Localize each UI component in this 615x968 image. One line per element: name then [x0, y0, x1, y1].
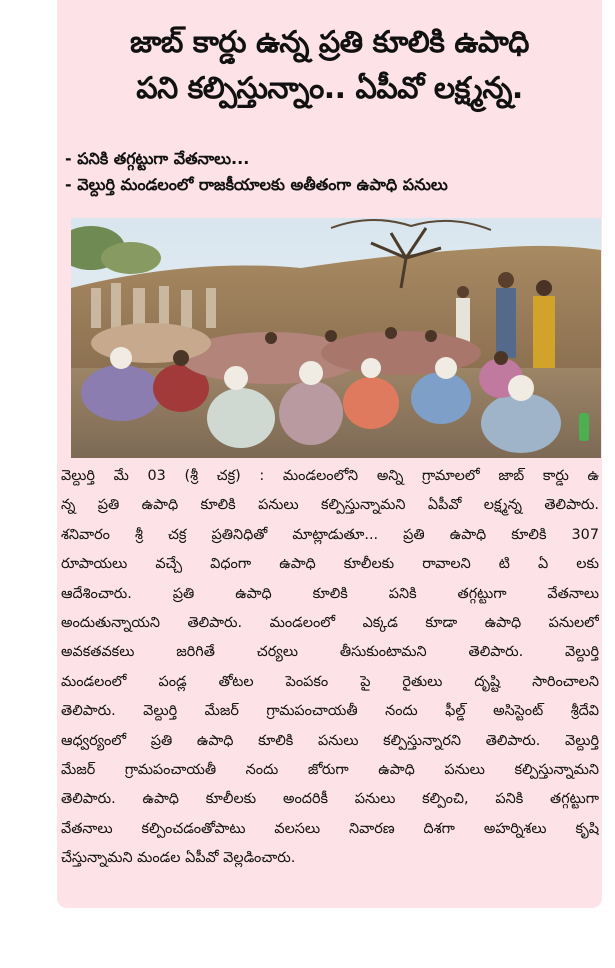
article-line: మేజర్ గ్రామపంచాయతీ నందు జోరుగా ఉపాధి పనులు కల్పిస్తున్నామని — [61, 762, 599, 779]
subheadline-1: - పనికి తగ్గట్టుగా వేతనాలు... — [65, 149, 250, 168]
article-line: ఆదేశించారు. ప్రతి ఉపాధి కూలికి పనికి తగ్గట్టుగా వేతనాలు — [61, 585, 599, 602]
article-line: తెలిపారు. వెల్దుర్తి మేజర్ గ్రామపంచాయతీ నందు ఫీల్డ్ అసిస్టెంట్ శ్రీదేవి — [61, 703, 599, 720]
cropped-top-strip — [57, 0, 602, 10]
headline-line-2: పని కల్పిస్తున్నాం.. ఏపీవో లక్ష్మన్న. — [136, 71, 523, 106]
article-line: న్న ప్రతి ఉపాధి కూలికి పనులు కల్పిస్తున్నామని ఏపీవో లక్ష్మన్న తెలిపారు. — [61, 497, 599, 514]
newspaper-clipping — [57, 0, 602, 908]
article-line: ఆధ్వర్యంలో ప్రతి ఉపాధి కూలికి పనులు కల్పిస్తున్నారని తెలిపారు. వెల్దుర్తి — [61, 732, 599, 749]
article-line: వేతనాలు కల్పించడంతోపాటు వలసలు నివారణ దిశగా అహర్నిశలు కృషి — [61, 820, 599, 837]
headline-line-1: జాబ్ కార్డు ఉన్న ప్రతి కూలికి ఉపాధి — [130, 25, 529, 60]
article-body — [61, 462, 599, 874]
news-photo — [71, 218, 601, 458]
article-line: శనివారం శ్రీ చక్ర ప్రతినిధితో మాట్లాడుతూ... ప్రతి ఉపాధి కూలికి 307 — [61, 526, 599, 543]
subheadline-2: - వెల్దుర్తి మండలంలో రాజకీయాలకు అతీతంగా ఉపాధి పనులు — [65, 175, 448, 194]
article-line: వెల్దుర్తి మే 03 (శ్రీ చక్ర) : మండలంలోని అన్ని గ్రామాలలో జాబ్ కార్డు ఉ — [61, 468, 599, 484]
article-line: మండలంలో పండ్ల తోటల పెంపకం పై రైతులు దృష్టి సారించాలని — [61, 673, 599, 690]
news-photo-workers-meeting-icon — [71, 218, 601, 458]
article-line: తెలిపారు. ఉపాధి కూలీలకు అందరికీ పనులు కల్పించి, పనికి తగ్గట్టుగా — [61, 791, 599, 808]
article-line: రూపాయలు వచ్చే విధంగా ఉపాధి కూలీలకు రావాలని టి ఏ లకు — [61, 556, 599, 573]
article-line: అందుతున్నాయని తెలిపారు. మండలంలో ఎక్కడ కూడా ఉపాధి పనులలో — [61, 615, 599, 632]
article-line: అవకతవకలు జరిగితే చర్యలు తీసుకుంటామని తెలిపారు. వెల్దుర్తి — [61, 644, 599, 661]
article-line: చేస్తున్నామని మండల ఏపీవో వెల్లడించారు. — [61, 850, 296, 867]
subheadlines — [65, 146, 600, 198]
headline — [57, 20, 602, 112]
